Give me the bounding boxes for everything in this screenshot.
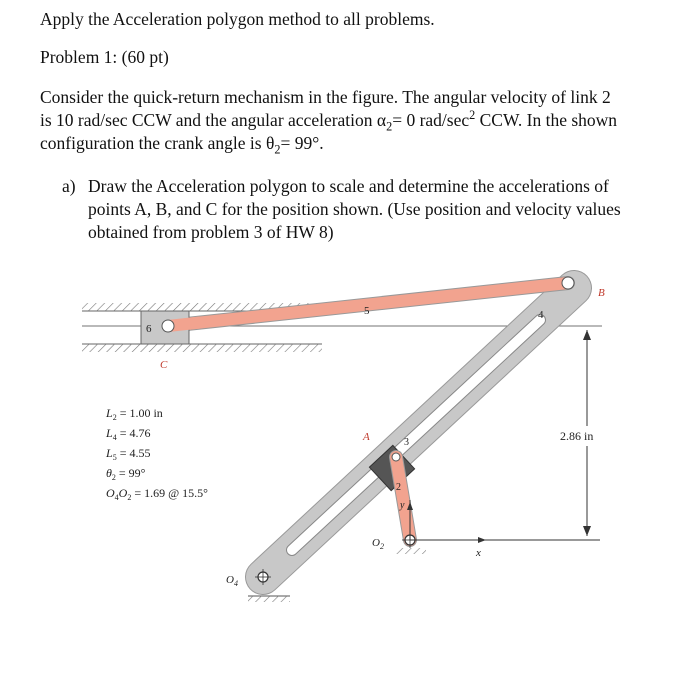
param-l4: $L_4 = 4.76$ bbox=[106, 426, 151, 442]
param-l2: $L_2 = 1.00$ in bbox=[106, 406, 163, 422]
label-y: y bbox=[400, 500, 405, 511]
label-3: 3 bbox=[404, 437, 409, 448]
link-4 bbox=[263, 288, 574, 577]
param-o4o2: $O_4O_2 = 1.69$ @ 15.5° bbox=[106, 486, 208, 502]
param-theta2: $\theta_2 = 99^\circ$ bbox=[106, 466, 146, 482]
statement-line-2: is 10 rad/sec CCW and the angular acceleration $\alpha_2= 0$ rad/$\sec^2$ CCW. In the shown bbox=[40, 108, 618, 134]
label-c: C bbox=[160, 359, 168, 371]
label-o2: $O_2$ bbox=[372, 537, 384, 551]
part-a-line-3: obtained from problem 3 of HW 8) bbox=[88, 222, 334, 242]
param-l5: $L_5 = 4.55$ bbox=[106, 446, 151, 462]
problem-title: Problem 1: (60 pt) bbox=[40, 47, 169, 67]
part-a-line-1: Draw the Acceleration polygon to scale and determine the accelerations of bbox=[88, 176, 609, 196]
instruction-line: Apply the Acceleration polygon method to all problems. bbox=[40, 9, 435, 29]
statement-line-1: Consider the quick-return mechanism in the figure. The angular velocity of link 2 bbox=[40, 87, 611, 107]
label-b: B bbox=[598, 287, 605, 299]
parameter-list bbox=[105, 406, 208, 502]
pin-b bbox=[562, 277, 574, 289]
pivot-o2 bbox=[396, 532, 426, 554]
label-o4: $O_4$ bbox=[226, 574, 238, 588]
label-5: 5 bbox=[364, 305, 370, 317]
label-4: 4 bbox=[538, 309, 544, 321]
pin-c bbox=[162, 320, 174, 332]
axes bbox=[407, 500, 600, 543]
statement-line-3: configuration the crank angle is $\theta_2= 99^\circ$. bbox=[40, 133, 324, 157]
label-x: x bbox=[476, 547, 481, 559]
label-a: A bbox=[363, 431, 370, 443]
label-6: 6 bbox=[146, 323, 152, 335]
part-a-line-2: points A, B, and C for the position shown. (Use position and velocity values bbox=[88, 199, 621, 219]
dimension-label: 2.86 in bbox=[560, 429, 594, 443]
label-2: 2 bbox=[396, 482, 401, 493]
lower-ground bbox=[82, 344, 322, 352]
part-a-marker: a) bbox=[62, 176, 76, 196]
